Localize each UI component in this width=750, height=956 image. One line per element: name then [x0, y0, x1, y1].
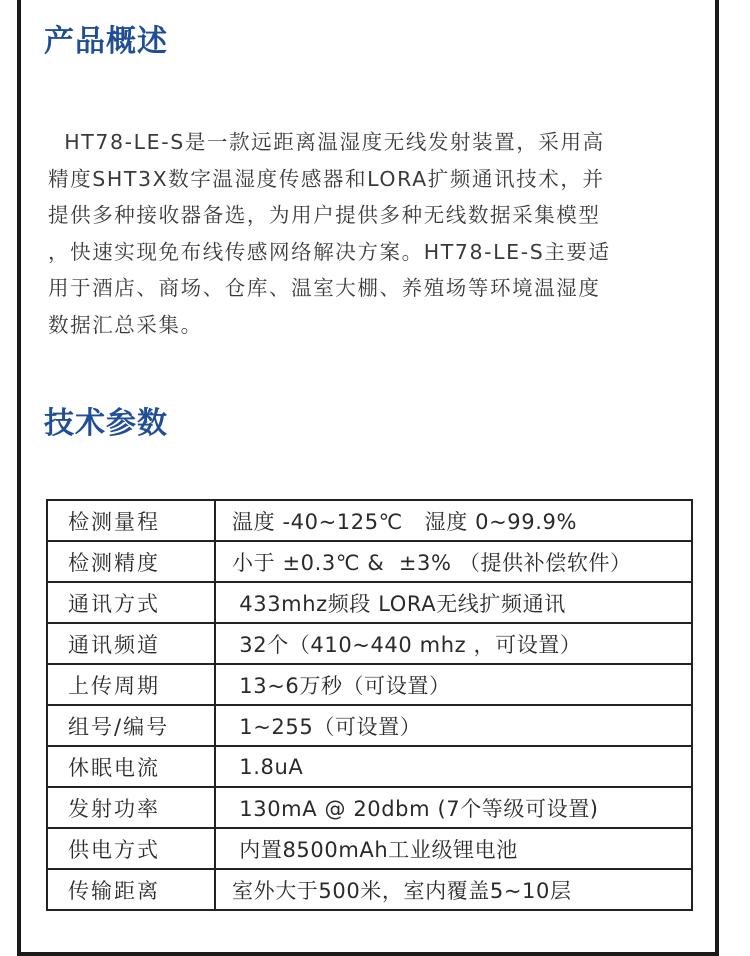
- overview-line: ，快速实现免布线传感网络解决方案。HT78-LE-S主要适: [48, 239, 611, 264]
- spec-value: 32个（410~440 mhz ，可设置）: [215, 623, 692, 664]
- spec-label: 传输距离: [47, 869, 215, 910]
- spec-value: 433mhz频段 LORA无线扩频通讯: [215, 582, 692, 623]
- spec-label: 检测量程: [47, 500, 215, 541]
- table-row: [47, 500, 692, 541]
- specs-heading: 技术参数: [44, 406, 168, 441]
- table-row: [47, 664, 692, 705]
- overview-line: 精度SHT3X数字温湿度传感器和LORA扩频通讯技术，并: [48, 166, 605, 191]
- overview-paragraph: [48, 124, 706, 343]
- overview-line: 数据汇总采集。: [48, 312, 203, 337]
- table-row: [47, 746, 692, 787]
- table-row: [47, 582, 692, 623]
- table-row: [47, 705, 692, 746]
- overview-heading: 产品概述: [44, 24, 168, 59]
- overview-line: HT78-LE-S是一款远距离温湿度无线发射装置，采用高: [48, 130, 605, 154]
- spec-label: 休眠电流: [47, 746, 215, 787]
- specs-table: [46, 499, 693, 911]
- spec-value: 温度 -40~125℃ 湿度 0~99.9%: [215, 500, 692, 541]
- table-row: [47, 869, 692, 910]
- spec-label: 通讯频道: [47, 623, 215, 664]
- spec-label: 发射功率: [47, 787, 215, 828]
- spec-value: 室外大于500米，室内覆盖5~10层: [215, 869, 692, 910]
- spec-value: 13~6万秒（可设置）: [215, 664, 692, 705]
- spec-value: 内置8500mAh工业级锂电池: [215, 828, 692, 869]
- table-row: [47, 541, 692, 582]
- spec-value: 130mA @ 20dbm (7个等级可设置): [215, 787, 692, 828]
- spec-label: 检测精度: [47, 541, 215, 582]
- spec-label: 通讯方式: [47, 582, 215, 623]
- spec-value: 1~255（可设置）: [215, 705, 692, 746]
- overview-line: 提供多种接收器备选，为用户提供多种无线数据采集模型: [48, 203, 601, 227]
- overview-line: 用于酒店、商场、仓库、温室大棚、养殖场等环境温湿度: [48, 276, 601, 300]
- table-row: [47, 828, 692, 869]
- table-row: [47, 787, 692, 828]
- spec-label: 上传周期: [47, 664, 215, 705]
- spec-label: 组号/编号: [47, 705, 215, 746]
- table-row: [47, 623, 692, 664]
- spec-value: 1.8uA: [215, 746, 692, 787]
- spec-label: 供电方式: [47, 828, 215, 869]
- spec-value: 小于 ±0.3℃ & ±3% （提供补偿软件）: [215, 541, 692, 582]
